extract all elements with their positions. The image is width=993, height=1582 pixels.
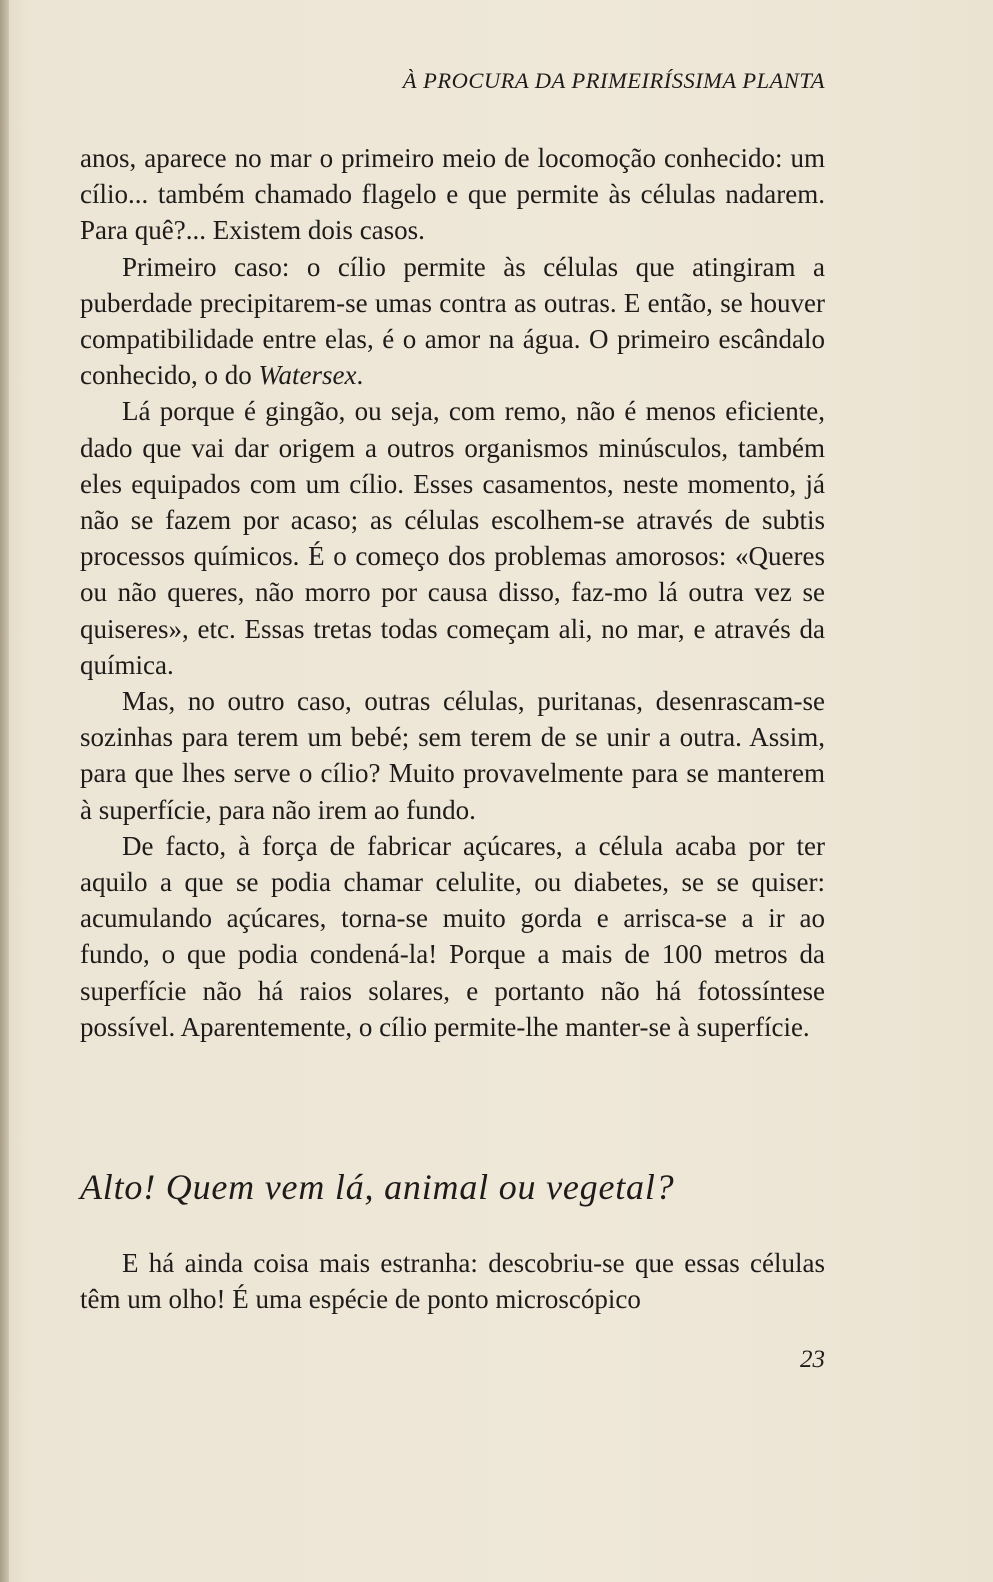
running-head: À PROCURA DA PRIMEIRÍSSIMA PLANTA	[402, 68, 825, 93]
paragraph-3: Lá porque é gingão, ou seja, com remo, não é menos eficiente, dado que vai dar origem a outros organismos minúsculos, também eles equipados com um cílio. Esses casamentos, neste momento, já não se fazem por acaso; as células escolhem-se através de subtis processos químicos. É o começo dos problemas amorosos: «Queres ou não queres, não morro por causa disso, faz-mo lá outra vez se quiseres», etc. Essas tretas todas começam ali, no mar, e através da química.	[80, 396, 825, 680]
body-text	[80, 140, 825, 1045]
paragraph-1: anos, aparece no mar o primeiro meio de locomoção conhecido: um cílio... também chamado flagelo e que permite às células nadarem. Para quê?... Existem dois casos.	[80, 143, 825, 246]
page-number: 23	[800, 1346, 825, 1373]
section-paragraph: E há ainda coisa mais estranha: descobriu-se que essas células têm um olho! É uma espécie de ponto microscópico	[80, 1248, 825, 1315]
section-title: Alto! Quem vem lá, animal ou vegetal?	[80, 1167, 675, 1207]
paragraph-2-end: .	[356, 360, 364, 391]
section-body-text	[80, 1245, 825, 1317]
paragraph-5: De facto, à força de fabricar açúcares, a célula acaba por ter aquilo a que se podia chamar celulite, ou diabetes, se se quiser: acumulando açúcares, torna-se muito gorda e arrisca-se a ir ao fundo, o que podia condená-la! Porque a mais de 100 metros da superfície não há raios solares, e portanto não há fotossíntese possível. Aparentemente, o cílio permite-lhe manter-se à superfície.	[80, 830, 825, 1042]
page-spine-edge	[0, 0, 9, 1582]
paragraph-4: Mas, no outro caso, outras células, puritanas, desenrascam-se sozinhas para terem um bebé; sem terem de se unir a outra. Assim, para que lhes serve o cílio? Muito provavelmente para se manterem à superfície, para não irem ao fundo.	[80, 686, 825, 825]
paragraph-2	[80, 249, 825, 394]
watersex-term: Watersex	[258, 360, 357, 391]
paragraph-2-text: Primeiro caso: o cílio permite às células que atingiram a puberdade precipitarem-se umas contra as outras. E então, se houver compatibilidade entre elas, é o amor na água. O primeiro escândalo conhecido, o do	[80, 251, 825, 391]
